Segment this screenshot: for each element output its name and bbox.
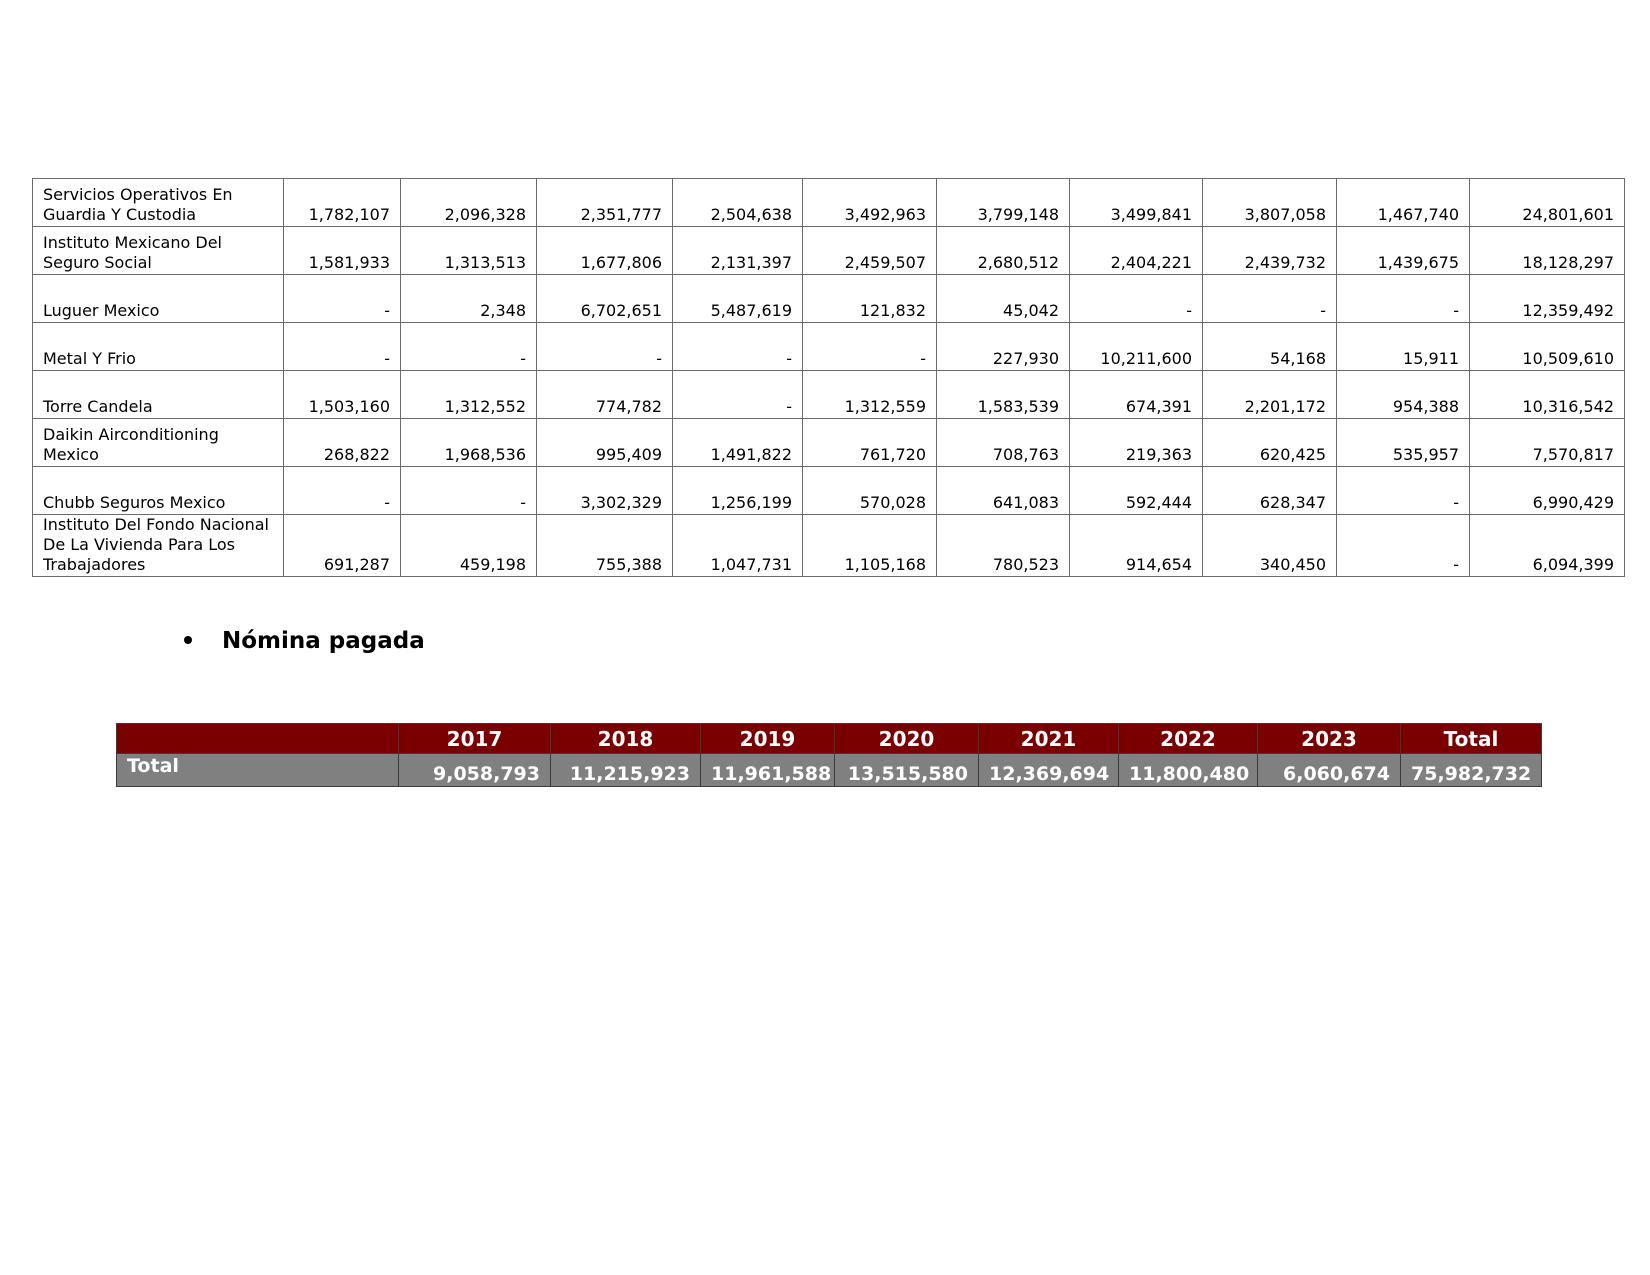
value-cell: 620,425: [1203, 419, 1337, 467]
value-cell: 1,256,199: [673, 467, 803, 515]
value-cell: 1,581,933: [284, 227, 401, 275]
table-row: [33, 515, 1625, 577]
row-name-cell: Metal Y Frio: [33, 323, 284, 371]
section-heading-text: Nómina pagada: [222, 628, 425, 654]
payroll-table: [116, 723, 1542, 787]
value-cell: 1,583,539: [937, 371, 1070, 419]
value-cell: 2,439,732: [1203, 227, 1337, 275]
value-cell: 2,504,638: [673, 179, 803, 227]
total-value-cell: 9,058,793: [399, 754, 551, 787]
table-row: [33, 419, 1625, 467]
total-value-cell: 13,515,580: [835, 754, 979, 787]
table-row: [33, 323, 1625, 371]
value-cell: 10,211,600: [1070, 323, 1203, 371]
value-cell: 18,128,297: [1470, 227, 1625, 275]
value-cell: -: [673, 371, 803, 419]
year-header-cell: 2020: [835, 724, 979, 754]
total-value-cell: 6,060,674: [1258, 754, 1401, 787]
value-cell: 535,957: [1337, 419, 1470, 467]
value-cell: 121,832: [803, 275, 937, 323]
value-cell: 954,388: [1337, 371, 1470, 419]
contributors-table: [32, 178, 1625, 577]
value-cell: 1,313,513: [401, 227, 537, 275]
value-cell: -: [1337, 275, 1470, 323]
value-cell: 1,439,675: [1337, 227, 1470, 275]
value-cell: 10,316,542: [1470, 371, 1625, 419]
value-cell: 45,042: [937, 275, 1070, 323]
total-label-cell: Total: [117, 754, 399, 787]
value-cell: 3,499,841: [1070, 179, 1203, 227]
value-cell: 24,801,601: [1470, 179, 1625, 227]
value-cell: 5,487,619: [673, 275, 803, 323]
value-cell: 340,450: [1203, 515, 1337, 577]
value-cell: -: [1070, 275, 1203, 323]
value-cell: 227,930: [937, 323, 1070, 371]
value-cell: 2,348: [401, 275, 537, 323]
total-value-cell: 11,800,480: [1119, 754, 1258, 787]
value-cell: -: [673, 323, 803, 371]
value-cell: 780,523: [937, 515, 1070, 577]
value-cell: 2,459,507: [803, 227, 937, 275]
value-cell: 761,720: [803, 419, 937, 467]
row-name-cell: Chubb Seguros Mexico: [33, 467, 284, 515]
table-row: [33, 227, 1625, 275]
value-cell: 1,491,822: [673, 419, 803, 467]
value-cell: 570,028: [803, 467, 937, 515]
value-cell: 1,968,536: [401, 419, 537, 467]
year-header-cell: 2018: [551, 724, 701, 754]
year-header-cell: 2021: [979, 724, 1119, 754]
value-cell: 2,351,777: [537, 179, 673, 227]
payroll-header-row: [117, 724, 1542, 754]
value-cell: -: [1337, 467, 1470, 515]
value-cell: 914,654: [1070, 515, 1203, 577]
value-cell: 691,287: [284, 515, 401, 577]
value-cell: -: [284, 275, 401, 323]
total-value-cell: 12,369,694: [979, 754, 1119, 787]
value-cell: 2,404,221: [1070, 227, 1203, 275]
contributors-table-body: [33, 179, 1625, 577]
value-cell: 592,444: [1070, 467, 1203, 515]
value-cell: -: [401, 467, 537, 515]
value-cell: 268,822: [284, 419, 401, 467]
year-header-cell: 2019: [701, 724, 835, 754]
value-cell: 674,391: [1070, 371, 1203, 419]
total-value-cell: 11,215,923: [551, 754, 701, 787]
value-cell: 54,168: [1203, 323, 1337, 371]
value-cell: -: [284, 323, 401, 371]
value-cell: -: [284, 467, 401, 515]
value-cell: 10,509,610: [1470, 323, 1625, 371]
value-cell: -: [1203, 275, 1337, 323]
total-value-cell: 75,982,732: [1401, 754, 1542, 787]
value-cell: 1,503,160: [284, 371, 401, 419]
value-cell: 3,807,058: [1203, 179, 1337, 227]
value-cell: -: [401, 323, 537, 371]
value-cell: 628,347: [1203, 467, 1337, 515]
year-header-cell: 2017: [399, 724, 551, 754]
value-cell: 3,492,963: [803, 179, 937, 227]
value-cell: 2,201,172: [1203, 371, 1337, 419]
value-cell: 1,312,559: [803, 371, 937, 419]
value-cell: 755,388: [537, 515, 673, 577]
value-cell: 1,105,168: [803, 515, 937, 577]
value-cell: 1,312,552: [401, 371, 537, 419]
value-cell: 6,094,399: [1470, 515, 1625, 577]
row-name-cell: Instituto Mexicano Del Seguro Social: [33, 227, 284, 275]
value-cell: 641,083: [937, 467, 1070, 515]
row-name-cell: Instituto Del Fondo Nacional De La Vivienda Para Los Trabajadores: [33, 515, 284, 577]
value-cell: 15,911: [1337, 323, 1470, 371]
value-cell: 219,363: [1070, 419, 1203, 467]
value-cell: 2,131,397: [673, 227, 803, 275]
table-row: [33, 275, 1625, 323]
row-name-cell: Torre Candela: [33, 371, 284, 419]
value-cell: 995,409: [537, 419, 673, 467]
payroll-total-row: [117, 754, 1542, 787]
value-cell: -: [1337, 515, 1470, 577]
value-cell: -: [803, 323, 937, 371]
value-cell: 1,047,731: [673, 515, 803, 577]
row-name-cell: Daikin Airconditioning Mexico: [33, 419, 284, 467]
year-header-cell: 2022: [1119, 724, 1258, 754]
value-cell: 1,782,107: [284, 179, 401, 227]
value-cell: 2,096,328: [401, 179, 537, 227]
table-row: [33, 179, 1625, 227]
value-cell: -: [537, 323, 673, 371]
value-cell: 1,677,806: [537, 227, 673, 275]
total-value-cell: 11,961,588: [701, 754, 835, 787]
value-cell: 7,570,817: [1470, 419, 1625, 467]
bullet-icon: [184, 636, 192, 644]
value-cell: 459,198: [401, 515, 537, 577]
value-cell: 3,799,148: [937, 179, 1070, 227]
value-cell: 2,680,512: [937, 227, 1070, 275]
year-header-cell: Total: [1401, 724, 1542, 754]
section-heading: [184, 626, 425, 656]
table-row: [33, 467, 1625, 515]
row-name-cell: Servicios Operativos En Guardia Y Custodia: [33, 179, 284, 227]
value-cell: 1,467,740: [1337, 179, 1470, 227]
value-cell: 6,990,429: [1470, 467, 1625, 515]
row-name-cell: Luguer Mexico: [33, 275, 284, 323]
table-row: [33, 371, 1625, 419]
value-cell: 3,302,329: [537, 467, 673, 515]
value-cell: 774,782: [537, 371, 673, 419]
value-cell: 708,763: [937, 419, 1070, 467]
value-cell: 12,359,492: [1470, 275, 1625, 323]
header-blank-cell: [117, 724, 399, 754]
year-header-cell: 2023: [1258, 724, 1401, 754]
value-cell: 6,702,651: [537, 275, 673, 323]
